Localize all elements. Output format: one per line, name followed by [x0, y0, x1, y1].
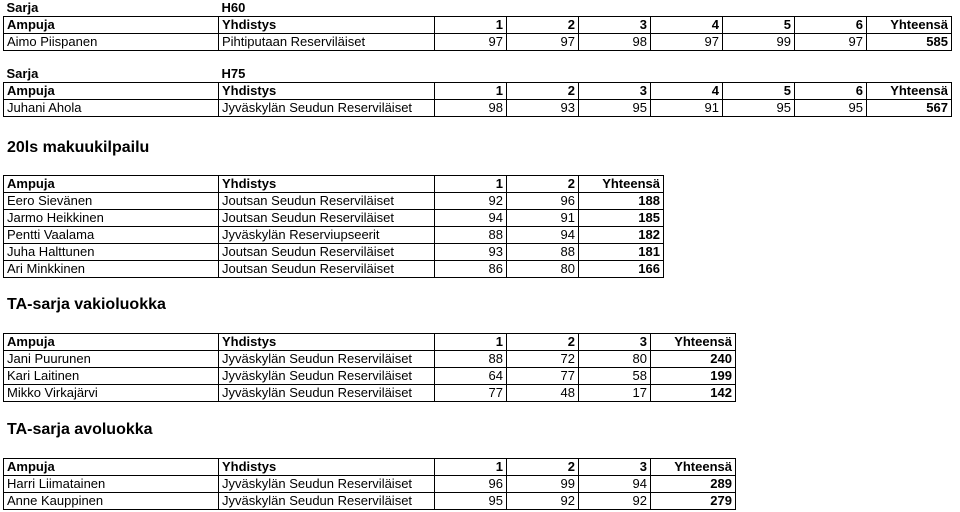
table-row [4, 368, 736, 385]
col-header-round-2: 2 [507, 176, 579, 193]
score-total: 142 [651, 385, 736, 402]
score-total: 166 [579, 261, 664, 278]
series-label: Sarja [6, 66, 39, 81]
table-row [4, 244, 664, 261]
club-name: Joutsan Seudun Reserviläiset [219, 244, 435, 261]
table-row [4, 227, 664, 244]
score-round-2: 77 [507, 368, 579, 385]
score-round-5: 95 [723, 100, 795, 117]
club-name: Joutsan Seudun Reserviläiset [219, 210, 435, 227]
col-header-round-6: 6 [795, 17, 867, 34]
col-header-round-1: 1 [435, 334, 507, 351]
series-h60 [3, 0, 952, 51]
score-round-2: 99 [507, 476, 579, 493]
score-round-3: 98 [579, 34, 651, 51]
col-header-round-2: 2 [507, 459, 579, 476]
col-header-total: Yhteensä [579, 176, 664, 193]
col-header-shooter: Ampuja [4, 459, 219, 476]
table-header-row [4, 17, 952, 34]
score-round-2: 88 [507, 244, 579, 261]
series-label: Sarja [6, 0, 39, 15]
col-header-club: Yhdistys [219, 17, 435, 34]
score-round-1: 64 [435, 368, 507, 385]
table-header-row [4, 176, 664, 193]
shooter-name: Jarmo Heikkinen [4, 210, 219, 227]
score-round-1: 98 [435, 100, 507, 117]
series-h75 [3, 66, 952, 117]
score-round-2: 91 [507, 210, 579, 227]
club-name: Jyväskylän Seudun Reserviläiset [219, 476, 435, 493]
table-row [4, 34, 952, 51]
score-total: 240 [651, 351, 736, 368]
score-round-2: 97 [507, 34, 579, 51]
table-row [4, 385, 736, 402]
score-round-2: 48 [507, 385, 579, 402]
score-round-1: 92 [435, 193, 507, 210]
score-total: 199 [651, 368, 736, 385]
score-round-6: 95 [795, 100, 867, 117]
shooter-name: Mikko Virkajärvi [4, 385, 219, 402]
section-title-ta-avo: TA-sarja avoluokka [7, 421, 153, 438]
score-round-1: 86 [435, 261, 507, 278]
series-label-row [4, 66, 952, 83]
table-row [4, 100, 952, 117]
col-header-shooter: Ampuja [4, 17, 219, 34]
table-row [4, 351, 736, 368]
col-header-shooter: Ampuja [4, 83, 219, 100]
club-name: Jyväskylän Reserviupseerit [219, 227, 435, 244]
shooter-name: Harri Liimatainen [4, 476, 219, 493]
col-header-club: Yhdistys [219, 176, 435, 193]
col-header-round-4: 4 [651, 83, 723, 100]
score-round-1: 97 [435, 34, 507, 51]
score-round-1: 88 [435, 227, 507, 244]
results-ta-avo [3, 458, 736, 510]
score-round-3: 80 [579, 351, 651, 368]
table-header-row [4, 83, 952, 100]
score-round-1: 94 [435, 210, 507, 227]
score-total: 182 [579, 227, 664, 244]
col-header-round-1: 1 [435, 17, 507, 34]
col-header-round-3: 3 [579, 334, 651, 351]
table-row [4, 193, 664, 210]
shooter-name: Kari Laitinen [4, 368, 219, 385]
shooter-name: Juha Halttunen [4, 244, 219, 261]
col-header-club: Yhdistys [219, 334, 435, 351]
col-header-total: Yhteensä [867, 83, 952, 100]
results-makuu [3, 175, 664, 278]
col-header-round-2: 2 [507, 83, 579, 100]
club-name: Joutsan Seudun Reserviläiset [219, 261, 435, 278]
series-value: H60 [221, 0, 246, 15]
score-round-5: 99 [723, 34, 795, 51]
results-table-makuu [3, 175, 664, 278]
score-round-2: 96 [507, 193, 579, 210]
series-label-row [4, 0, 952, 17]
club-name: Pihtiputaan Reserviläiset [219, 34, 435, 51]
shooter-name: Aimo Piispanen [4, 34, 219, 51]
score-round-1: 77 [435, 385, 507, 402]
col-header-round-4: 4 [651, 17, 723, 34]
col-header-round-3: 3 [579, 17, 651, 34]
score-total: 185 [579, 210, 664, 227]
col-header-round-5: 5 [723, 83, 795, 100]
club-name: Jyväskylän Seudun Reserviläiset [219, 351, 435, 368]
score-round-3: 95 [579, 100, 651, 117]
score-round-3: 94 [579, 476, 651, 493]
col-header-total: Yhteensä [867, 17, 952, 34]
col-header-total: Yhteensä [651, 459, 736, 476]
results-table-h60 [3, 0, 952, 51]
club-name: Joutsan Seudun Reserviläiset [219, 193, 435, 210]
shooter-name: Ari Minkkinen [4, 261, 219, 278]
score-total: 567 [867, 100, 952, 117]
score-total: 289 [651, 476, 736, 493]
col-header-round-3: 3 [579, 83, 651, 100]
score-round-3: 92 [579, 493, 651, 510]
table-row [4, 493, 736, 510]
club-name: Jyväskylän Seudun Reserviläiset [219, 385, 435, 402]
score-round-1: 96 [435, 476, 507, 493]
section-title-ta-vakio: TA-sarja vakioluokka [7, 296, 166, 313]
score-round-1: 93 [435, 244, 507, 261]
col-header-round-3: 3 [579, 459, 651, 476]
table-header-row [4, 459, 736, 476]
results-ta-vakio [3, 333, 736, 402]
score-round-1: 88 [435, 351, 507, 368]
col-header-round-6: 6 [795, 83, 867, 100]
score-round-4: 97 [651, 34, 723, 51]
col-header-total: Yhteensä [651, 334, 736, 351]
shooter-name: Juhani Ahola [4, 100, 219, 117]
score-total: 181 [579, 244, 664, 261]
shooter-name: Pentti Vaalama [4, 227, 219, 244]
table-header-row [4, 334, 736, 351]
col-header-round-1: 1 [435, 176, 507, 193]
col-header-round-2: 2 [507, 334, 579, 351]
results-table-h75 [3, 66, 952, 117]
col-header-round-1: 1 [435, 83, 507, 100]
results-table-ta-avo [3, 458, 736, 510]
club-name: Jyväskylän Seudun Reserviläiset [219, 100, 435, 117]
shooter-name: Anne Kauppinen [4, 493, 219, 510]
club-name: Jyväskylän Seudun Reserviläiset [219, 368, 435, 385]
club-name: Jyväskylän Seudun Reserviläiset [219, 493, 435, 510]
score-round-2: 94 [507, 227, 579, 244]
shooter-name: Jani Puurunen [4, 351, 219, 368]
col-header-club: Yhdistys [219, 459, 435, 476]
col-header-shooter: Ampuja [4, 176, 219, 193]
table-row [4, 261, 664, 278]
table-row [4, 476, 736, 493]
series-value: H75 [221, 66, 246, 81]
score-total: 279 [651, 493, 736, 510]
score-round-2: 92 [507, 493, 579, 510]
score-round-1: 95 [435, 493, 507, 510]
col-header-round-5: 5 [723, 17, 795, 34]
col-header-round-1: 1 [435, 459, 507, 476]
col-header-round-2: 2 [507, 17, 579, 34]
score-total: 188 [579, 193, 664, 210]
score-round-4: 91 [651, 100, 723, 117]
results-table-ta-vakio [3, 333, 736, 402]
score-round-3: 17 [579, 385, 651, 402]
table-row [4, 210, 664, 227]
col-header-shooter: Ampuja [4, 334, 219, 351]
score-round-6: 97 [795, 34, 867, 51]
shooter-name: Eero Sievänen [4, 193, 219, 210]
section-title-makuu: 20ls makuukilpailu [7, 139, 150, 156]
score-round-3: 58 [579, 368, 651, 385]
score-round-2: 80 [507, 261, 579, 278]
score-total: 585 [867, 34, 952, 51]
col-header-club: Yhdistys [219, 83, 435, 100]
score-round-2: 93 [507, 100, 579, 117]
score-round-2: 72 [507, 351, 579, 368]
